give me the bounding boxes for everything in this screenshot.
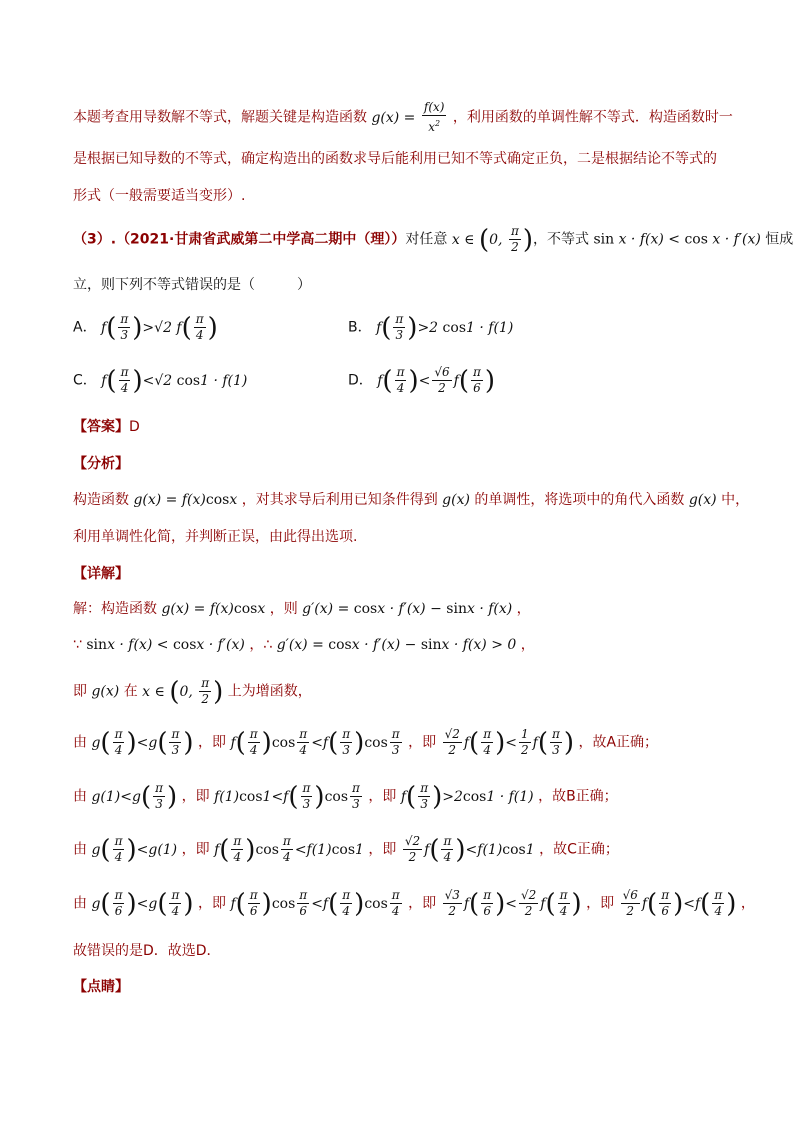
step-d-ji-1: ，即 [197,895,226,912]
option-c-formula: f( $\frac{\pi}{4}$ )<√2 cos1 · f(1) [101,365,248,396]
detail-formula-g-prime: g′(x) = cosx · f′(x) − sinx · f(x) [302,601,513,617]
step-c-formula-2: f( $\frac{\pi}{4}$ )cos $\frac{\pi}{4}$ <f(1)cos1 [214,834,364,865]
answer-line [73,416,140,436]
detail-formula-given: sinx · f(x) < cosx · f′(x) [86,637,245,653]
step-d-formula-3: $\frac{√3}{2}$ f( $\frac{\pi}{6}$ )< $\frac{√2}{2}$ f( $\frac{\pi}{4}$ ) [444,888,582,919]
detail-conclusion: 故错误的是D．故选D． [73,943,221,959]
option-c[interactable] [73,365,247,396]
step-d-you: 由 [73,895,87,912]
question-stem-c: 恒成 [765,231,794,248]
question-stem-a: 对任意 [405,231,448,248]
step-c-conclusion: ，故C正确； [539,841,619,858]
option-a[interactable] [73,312,218,343]
detail-step-c [73,834,619,865]
detail-text-sol-c: ， [516,601,531,617]
step-d-formula-2: f( $\frac{\pi}{6}$ )cos $\frac{\pi}{6}$ <f( $\frac{\pi}{4}$ )cos $\frac{\pi}{4}$ [230,888,400,919]
analysis-g-x-2: g(x) [688,492,717,508]
step-a-formula-1: g( $\frac{\pi}{4}$ )<g( $\frac{\pi}{3}$ ) [91,727,194,758]
step-b-conclusion: ，故B正确； [538,788,618,805]
step-b-formula-1: g(1)<g( $\frac{\pi}{3}$ ) [91,781,178,812]
detail-line-1 [73,598,531,618]
step-a-formula-2: f( $\frac{\pi}{4}$ )cos $\frac{\pi}{4}$ <f( $\frac{\pi}{3}$ )cos $\frac{\pi}{3}$ [230,727,400,758]
option-a-label: A． [73,319,97,336]
analysis-text-1a: 构造函数 [73,492,129,508]
domain-x-interval: x ∈ (0, $\frac{\pi}{2}$ ) [451,224,533,255]
analysis-g-x-1: g(x) [442,492,470,508]
step-d-ji-3: ，即 [586,895,615,912]
analysis-line-1 [73,489,749,509]
option-d-formula: f( $\frac{\pi}{4}$ )< $\frac{√6}{2}$ f( $\frac{\pi}{6}$ ) [377,365,496,396]
intro-line-3: 形式（一般需要适当变形）. [73,188,246,204]
detail-text-sol-a: 解：构造函数 [73,601,157,617]
step-c-formula-3: $\frac{√2}{2}$ f( $\frac{\pi}{4}$ )<f(1)cos1 [404,834,535,865]
answer-value: D [129,419,140,435]
detail-inc-b: 在 [123,683,138,700]
analysis-line-2: 利用单调性化简，并判断正误，由此得出选项. [73,529,358,545]
question-source: （2021·甘肃省武威第二中学高二期中（理）） [116,231,406,248]
detail-line-2 [73,634,535,654]
step-b-formula-3: f( $\frac{\pi}{3}$ )>2cos1 · f(1) [400,781,534,812]
detail-inc-interval: x ∈ (0, $\frac{\pi}{2}$ ) [142,676,224,707]
step-d-end-comma: ， [740,895,755,912]
detail-formula-g-def: g(x) = f(x)cosx [161,601,266,617]
option-d-label: D． [348,372,373,389]
analysis-text-1b: ，对其求导后利用已知条件得到 [241,492,438,508]
intro-text-1b: ，利用函数的单调性解不等式．构造函数时一 [452,109,733,126]
step-c-ji-1: ，即 [181,841,210,858]
detail-step-b [73,781,618,812]
detail-comma-1: ， [520,637,535,653]
detail-inc-a: 即 [73,683,87,700]
step-b-ji-1: ，即 [181,788,210,805]
question-stem [73,224,793,255]
step-d-formula-1: g( $\frac{\pi}{6}$ )<g( $\frac{\pi}{4}$ ) [91,888,194,919]
detail-inc-g-x: g(x) [91,683,120,700]
option-b-formula: f( $\frac{\pi}{3}$ )>2 cos1 · f(1) [376,312,514,343]
step-a-ji-2: ，即 [408,734,437,751]
option-a-formula: f( $\frac{\pi}{3}$ )>√2 f( $\frac{\pi}{4}$ ) [101,312,218,343]
option-c-label: C． [73,372,97,389]
analysis-text-1d: 中， [721,492,750,508]
intro-g-formula: g(x) = $\frac{f(x)}{x^2}$ [371,100,445,134]
step-d-ji-2: ，即 [408,895,437,912]
analysis-formula-g-def: g(x) = f(x)cosx [133,492,238,508]
step-d-formula-4: $\frac{√6}{2}$ f( $\frac{\pi}{6}$ )<f( $\frac{\pi}{4}$ ) [622,888,737,919]
answer-label: 【答案】 [73,419,129,435]
analysis-label: 【分析】 [73,456,129,472]
option-b[interactable] [348,312,513,343]
step-a-you: 由 [73,734,87,751]
given-inequality: sin x · f(x) < cos x · f′(x) [593,231,761,248]
because-symbol: ∵ [73,637,82,653]
detail-text-sol-b: ，则 [269,601,298,617]
intro-text-1a: 本题考查用导数解不等式，解题关键是构造函数 [73,109,367,126]
step-a-conclusion: ，故A正确； [578,734,659,751]
step-b-ji-2: ，即 [368,788,397,805]
option-b-label: B． [348,319,372,336]
step-c-you: 由 [73,841,87,858]
step-c-ji-2: ，即 [368,841,397,858]
question-number: （3）. [73,231,117,248]
intro-line-2: 是根据已知导数的不等式，确定构造出的函数求导后能利用已知不等式确定正负，二是根据结论不等式的 [73,151,717,167]
step-a-formula-3: $\frac{√2}{2}$ f( $\frac{\pi}{4}$ )< $\frac{1}{2}$ f( $\frac{\pi}{3}$ ) [444,727,575,758]
step-b-you: 由 [73,788,87,805]
question-stem-b: ，不等式 [533,231,589,248]
detail-line-3 [73,676,312,707]
detail-step-a [73,727,658,758]
therefore-symbol: ，∴ [249,637,273,653]
detail-label: 【详解】 [73,566,129,582]
analysis-text-1c: 的单调性，将选项中的角代入函数 [474,492,685,508]
step-a-ji-1: ，即 [197,734,226,751]
detail-step-d [73,888,755,919]
detail-formula-g-prime-pos: g′(x) = cosx · f′(x) − sinx · f(x) > 0 [276,637,517,653]
comment-label: 【点睛】 [73,979,129,995]
step-c-formula-1: g( $\frac{\pi}{4}$ )<g(1) [91,834,178,865]
question-stem-line-2: 立，则下列不等式错误的是（ ） [73,277,311,293]
intro-line-1 [73,100,733,135]
detail-inc-c: 上为增函数， [227,683,312,700]
option-d[interactable] [348,365,495,396]
step-b-formula-2: f(1)cos1<f( $\frac{\pi}{3}$ )cos $\frac{\pi}{3}$ [214,781,360,812]
